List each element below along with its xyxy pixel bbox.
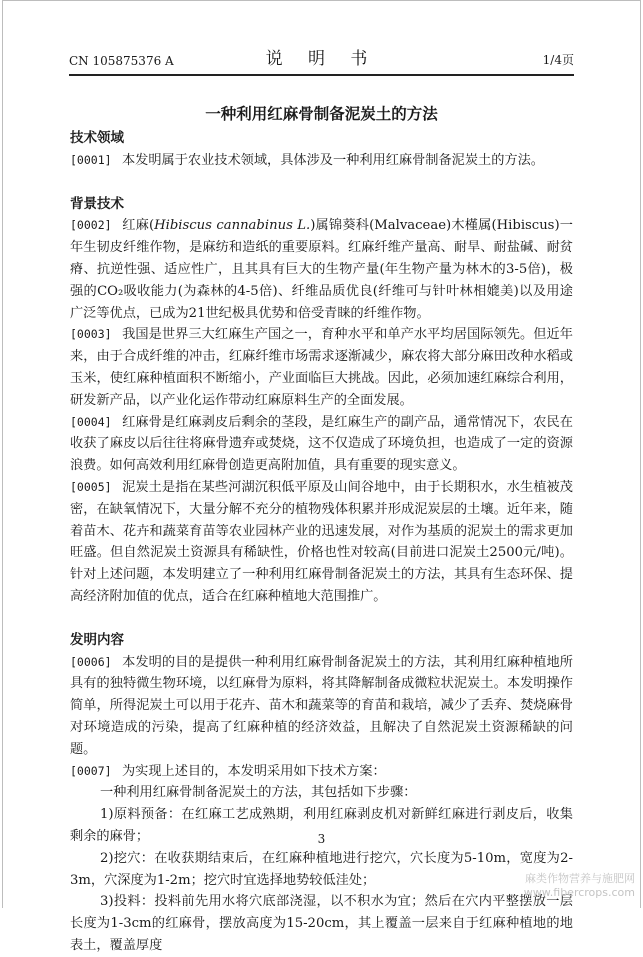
paragraph-text: 红麻骨是红麻剥皮后剩余的茎段，是红麻生产的副产品，通常情况下，农民在收获了麻皮以后往往将麻骨遗弃或焚烧，这不仅造成了环境负担，也造成了一定的资源浪费。如何高效利用红麻骨创造更高附加值，具有重要的现实意义。: [70, 414, 573, 474]
paragraph-0001: [70, 150, 573, 172]
paragraph-text: 为实现上述目的，本发明采用如下技术方案：: [122, 763, 386, 779]
step-1: 1)原料预备：在红麻工艺成熟期，利用红麻剥皮机对新鲜红麻进行剥皮后，收集剩余的麻骨；: [70, 807, 573, 844]
paragraph-text: 本发明属于农业技术领域，具体涉及一种利用红麻骨制备泥炭土的方法。: [122, 152, 544, 168]
document-title: 一种利用红麻骨制备泥炭土的方法: [205, 105, 438, 123]
watermark-url: www.fibercrops.com: [523, 886, 635, 899]
paragraph-text-pre: 红麻(: [122, 218, 155, 234]
paragraph-number: [0006]: [70, 654, 112, 669]
latin-name: Hibiscus cannabinus L.: [154, 218, 311, 234]
paragraph-number: [0004]: [70, 414, 112, 429]
paragraph-0004: [70, 412, 573, 477]
paragraph-text: 泥炭土是指在某些河湖沉积低平原及山间谷地中，由于长期积水，水生植被茂密，在缺氧情况下，大量分解不充分的植物残体积累并形成泥炭层的土壤。近年来，随着苗木、花卉和蔬菜育苗等农业园林产业的迅速发展，对作为基质的泥炭土的需求更加旺盛。但自然泥炭土资源具有稀缺性，价格也性对较高(目前进口泥炭土2500元/吨)。针对上述问题，本发明建立了一种利用红麻骨制备泥炭土的方法，其具有生态环保、提高经济附加值的优点，适合在红麻种植地大范围推广。: [70, 479, 573, 604]
paragraph-text: 我国是世界三大红麻生产国之一，育种水平和单产水平均居国际领先。但近年来，由于合成纤维的冲击，红麻纤维市场需求逐渐减少，麻农将大部分麻田改种水稻或玉米，使红麻种植面积不断缩小，产业面临巨大挑战。因此，必须加速红麻综合利用，研发新产品，以产业化运作带动红麻原料生产的全面发展。: [70, 327, 573, 408]
paragraph-0002: [70, 215, 573, 324]
page-number: 3: [317, 832, 326, 846]
patent-number: CN 105875376 A: [69, 54, 174, 68]
step-2: 2)挖穴：在收获期结束后，在红麻种植地进行挖穴，穴长度为5-10m，宽度为2-3m，穴深度为1-2m；挖穴时宜选择地势较低洼处；: [70, 850, 573, 888]
header-title: 说 明 书: [265, 49, 378, 69]
step-3: 3)投料：投料前先用水将穴底部浇湿，以不积水为宜；然后在穴内平整摆放一层长度为1-3cm的红麻骨，摆放高度为15-20cm，其上覆盖一层来自于红麻种植地的地表土，覆盖厚度: [70, 894, 573, 953]
paragraph-number: [0001]: [70, 152, 112, 167]
paragraph-number: [0007]: [70, 763, 112, 778]
section-heading-background: 背景技术: [70, 195, 124, 212]
watermark: [524, 872, 635, 900]
paragraph-number: [0005]: [70, 479, 112, 494]
section-heading-content: 发明内容: [70, 631, 124, 648]
paragraph-number: [0002]: [70, 218, 112, 233]
section-heading-tech-field: 技术领域: [70, 130, 124, 146]
paragraph-text: 本发明的目的是提供一种利用红麻骨制备泥炭土的方法，其利用红麻种植地所具有的独特微生物环境，以红麻骨为原料，将其降解制备成微粒状泥炭土。本发明操作简单，所得泥炭土可以用于花卉、苗木和蔬菜等的育苗和栽培，减少了丢弃、焚烧麻骨对环境造成的污染，提高了红麻种植的经济效益，且解决了自然泥炭土资源稀缺的问题。: [70, 654, 573, 757]
paragraph-0003: [70, 324, 573, 411]
steps-intro: 一种利用红麻骨制备泥炭土的方法，其包括如下步骤：: [100, 785, 417, 801]
paragraph-0007: [70, 761, 573, 783]
page-indicator: 1/4页: [542, 53, 574, 67]
paragraph-number: [0003]: [70, 327, 112, 342]
paragraph-text: )属锦葵科(Malvaceae)木槿属(Hibiscus)一年生韧皮纤维作物，是麻纺和造纸的重要原料。红麻纤维产量高、耐旱、耐盐碱、耐贫瘠、抗逆性强、适应性广，且其具有巨大的生物产量(年生物产量为林木的3-5倍)，极强的CO₂吸收能力(为森林的4-5倍)、纤维品质优良(纤维可与针叶林相媲美)以及用途广泛等优点，已成为21世纪极具优势和倍受青睐的纤维作物。: [70, 218, 573, 321]
page-header: [69, 46, 574, 76]
watermark-site-name: 麻类作物营养与施肥网: [525, 872, 635, 885]
paragraph-0005: [70, 477, 573, 608]
paragraph-0006: [70, 652, 573, 761]
